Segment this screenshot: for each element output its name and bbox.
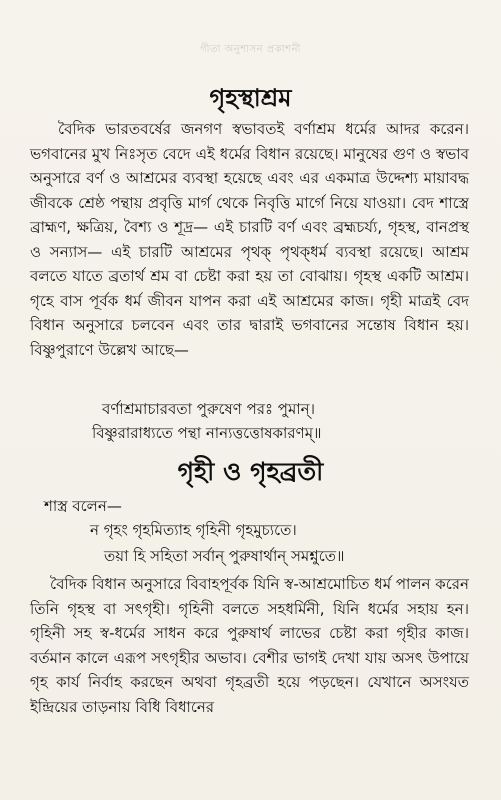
bleed-through-text: গীতা অনুশাসন প্রকাশনী bbox=[200, 44, 301, 55]
shastra-verse-line-2: তয়া হি সহিতা সর্বান্ পুরুষার্থান্ সমশ্নুতে॥ bbox=[104, 547, 345, 565]
shastra-label: শাস্ত্র বলেন— bbox=[44, 497, 122, 515]
paragraph-grihi bbox=[30, 572, 469, 719]
vishnu-purana-verse-line-1: বর্ণাশ্রমাচারবতা পুরুষেণ পরঃ পুমান্। bbox=[102, 400, 315, 418]
paragraph-grihasthashram bbox=[30, 117, 469, 362]
section-title-grihi-grihavrati: গৃহী ও গৃহব্রতী bbox=[177, 457, 324, 486]
paragraph-text: বৈদিক ভারতবর্ষের জনগণ স্বভাবতই বর্ণাশ্রম ধর্মের আদর করেন। ভগবানের মুখ নিঃসৃত বেদে এই ধর্মের বিধান রয়েছে। মানুষের গুণ ও স্বভাব অনুসারে বর্ণ ও আশ্রমের ব্যবস্থা হয়েছে এবং এর একমাত্র উদ্দেশ্য মায়াবদ্ধ জীবকে শ্রেষ্ঠ পন্থায় প্রবৃত্তি মার্গ থেকে নিবৃত্তি মার্গে নিয়ে যাওয়া। বেদ শাস্ত্রে ব্রাহ্মণ, ক্ষত্রিয়, বৈশ্য ও শূদ্র— এই চারটি বর্ণ এবং ব্রহ্মচর্য্য, গৃহস্থ, বানপ্রস্থ ও সন্যাস— এই চারটি আশ্রমের পৃথক্ পৃথক্ধর্ম ব্যবস্থা রয়েছে। আশ্রম বলতে যাতে ব্রতার্থ শ্রম বা চেষ্টা করা হয় তা বোঝায়। গৃহস্থ একটি আশ্রম। গৃহে বাস পূর্বক ধর্ম জীবন যাপন করা এই আশ্রমের কাজ। গৃহী মাত্রই বেদ বিধান অনুসারে চলবেন এবং তার দ্বারাই ভগবানের সন্তোষ বিধান হয়। বিষ্ণুপুরাণে উল্লেখ আছে— bbox=[30, 120, 469, 359]
paragraph-text: বৈদিক বিধান অনুসারে বিবাহপূর্বক যিনি স্ব-আশ্রমোচিত ধর্ম পালন করেন তিনি গৃহস্থ বা সৎগৃহী। গৃহিনী বলতে সহধর্মিনী, যিনি ধর্মের সহায় হন। গৃহিনী সহ স্ব-ধর্মের সাধন করে পুরুষার্থ লাভের চেষ্টা করা গৃহীর কাজ। বর্তমান কালে এরূপ সৎগৃহীর অভাব। বেশীর ভাগই দেখা যায় অসৎ উপায়ে গৃহ কার্য নির্বাহ করছেন অথবা গৃহব্রতী হয়ে পড়ছেন। যেখানে অসংযত ইন্দ্রিয়ের তাড়নায় বিধি বিধানের bbox=[30, 575, 469, 716]
shastra-verse-line-1: ন গৃহং গৃহমিত্যাহ গৃহিনী গৃহমুচ্যতে। bbox=[90, 521, 297, 539]
section-title-grihasthashram: গৃহস্থাশ্রম bbox=[209, 84, 292, 112]
vishnu-purana-verse-line-2: বিষ্ণুরারাধ্যতে পন্থা নান্যত্তত্তোষকারণম্॥ bbox=[92, 424, 322, 442]
